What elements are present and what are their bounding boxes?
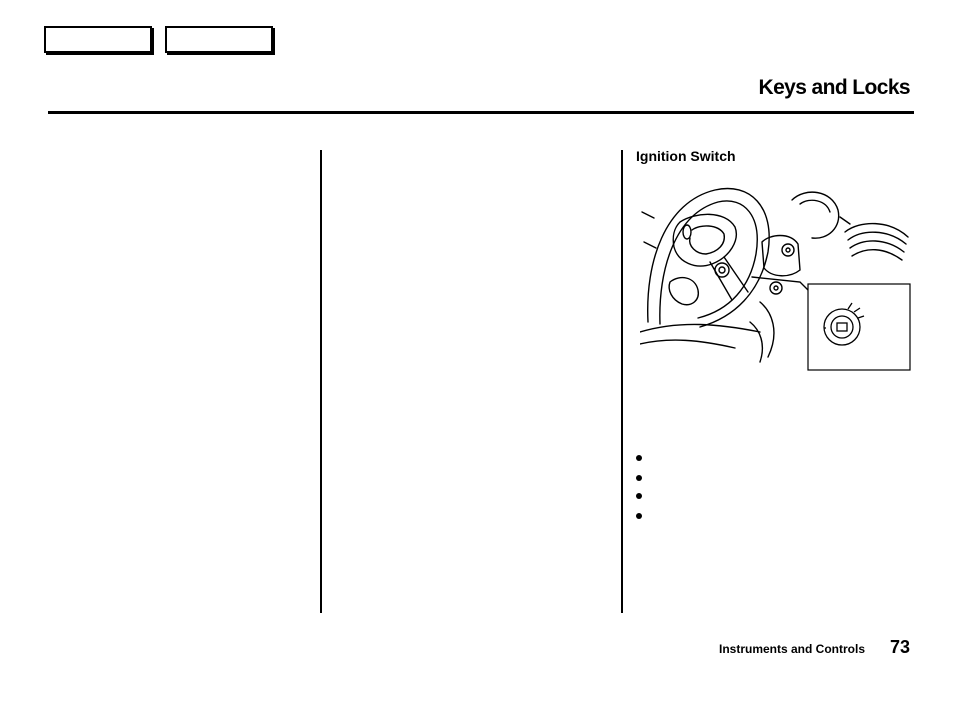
title-divider	[48, 111, 914, 114]
nav-forward-button[interactable]	[165, 26, 273, 53]
column-divider	[320, 150, 322, 613]
list-bullet	[636, 455, 642, 461]
section-heading: Ignition Switch	[636, 148, 736, 164]
page-number: 73	[889, 637, 910, 657]
list-bullet	[636, 493, 642, 499]
page-title: Keys and Locks	[758, 76, 910, 99]
footer-section-name: Instruments and Controls	[718, 642, 865, 656]
list-bullet	[636, 475, 642, 481]
column-divider	[621, 150, 623, 613]
list-bullet	[636, 513, 642, 519]
ignition-switch-illustration	[640, 182, 912, 372]
nav-back-button[interactable]	[44, 26, 152, 53]
